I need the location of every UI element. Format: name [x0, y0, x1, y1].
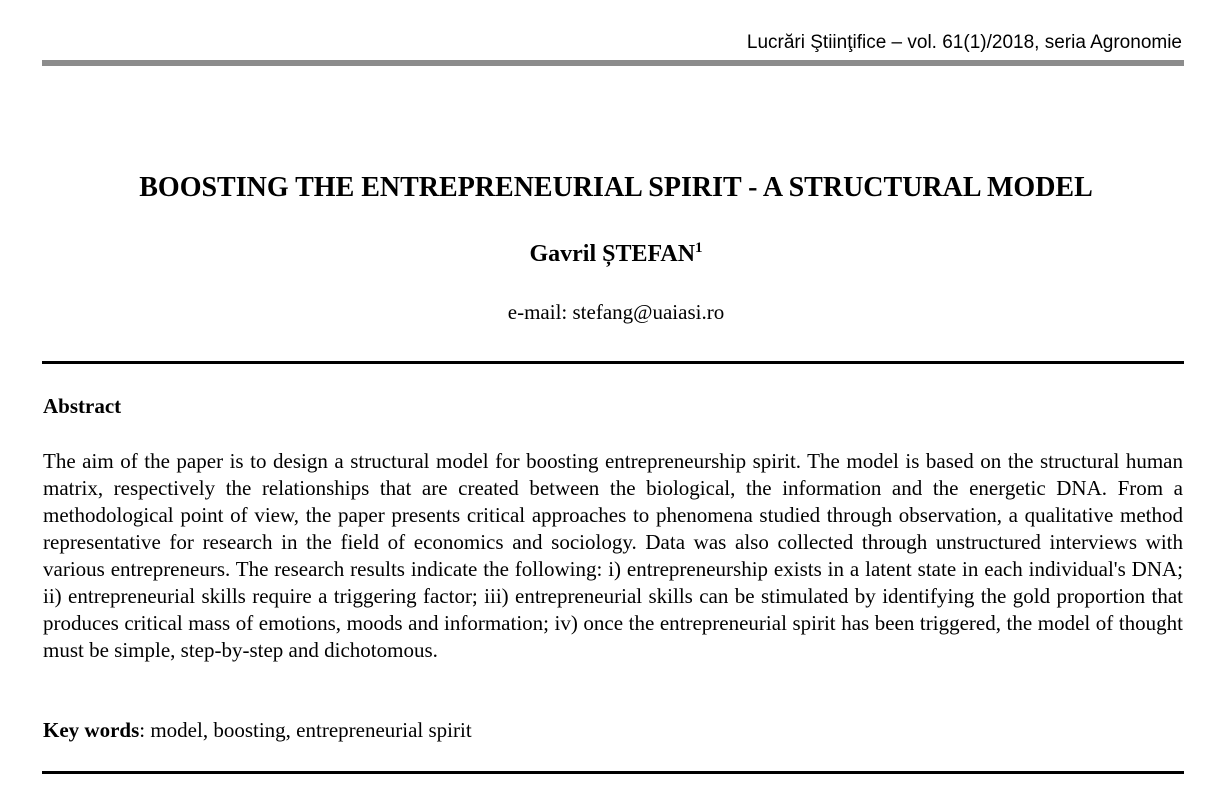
paper-title: BOOSTING THE ENTREPRENEURIAL SPIRIT - A STRUCTURAL MODEL	[139, 172, 1093, 203]
header-divider	[42, 60, 1184, 66]
keywords-line	[43, 718, 472, 743]
affiliation-mark: 1	[695, 240, 703, 256]
author-name: Gavril ȘTEFAN	[529, 241, 696, 267]
abstract-heading: Abstract	[43, 394, 122, 418]
abstract-bottom-rule	[42, 771, 1184, 774]
abstract-text: The aim of the paper is to design a structural model for boosting entrepreneurship spirit. The model is based on the structural human matrix, respectively the relationships that are created between the biological, the information and the energetic DNA. From a methodological point of view, the paper presents critical approaches to phenomena studied through observation, a qualitative method representative for research in the field of economics and sociology. Data was also collected through unstructured interviews with various entrepreneurs. The research results indicate the following: i) entrepreneurship exists in a latent state in each individual's DNA; ii) entrepreneurial skills require a triggering factor; iii) entrepreneurial skills can be stimulated by identifying the gold proportion that produces critical mass of emotions, moods and information; iv) once the entrepreneurial spirit has been triggered, the model of thought must be simple, step-by-step and dichotomous.	[43, 449, 1183, 662]
journal-header: Lucrări Ştiinţifice – vol. 61(1)/2018, seria Agronomie	[746, 32, 1182, 53]
author-line	[0, 241, 1232, 268]
keywords-values: model, boosting, entrepreneurial spirit	[150, 718, 472, 742]
keywords-label: Key words	[43, 718, 140, 742]
author-email: e-mail: stefang@uaiasi.ro	[507, 300, 725, 324]
abstract-top-rule	[42, 361, 1184, 364]
keywords-separator: :	[139, 718, 151, 742]
